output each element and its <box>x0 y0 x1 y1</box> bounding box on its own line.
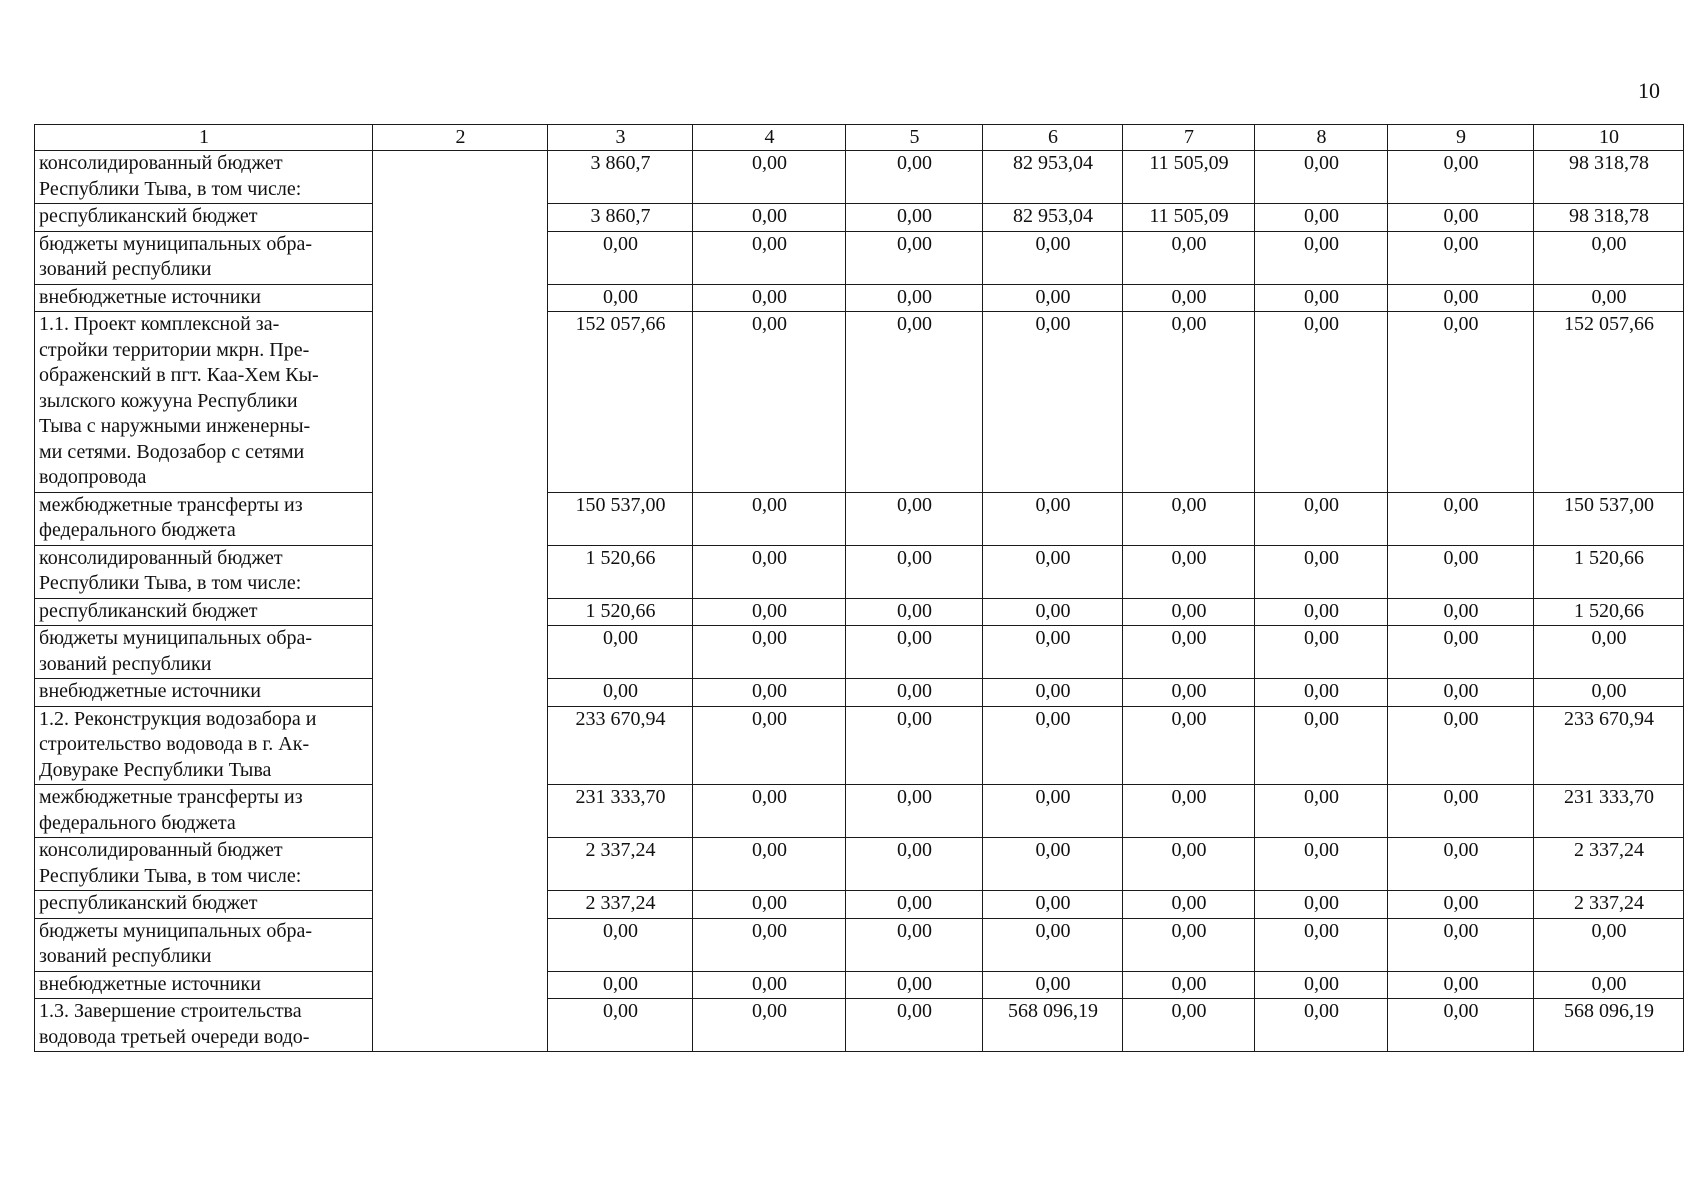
value-cell-col-8: 0,00 <box>1255 918 1388 971</box>
value-cell-col-6: 0,00 <box>983 626 1123 679</box>
row-label: бюджеты муниципальных обра- зований республики <box>35 231 373 284</box>
value-cell-col-4: 0,00 <box>693 231 846 284</box>
value-cell-col-3: 0,00 <box>548 918 693 971</box>
value-cell-col-7: 0,00 <box>1123 838 1255 891</box>
value-cell-col-3: 2 337,24 <box>548 891 693 919</box>
header-cell: 5 <box>846 125 983 151</box>
value-cell-col-8: 0,00 <box>1255 598 1388 626</box>
value-cell-col-4: 0,00 <box>693 999 846 1052</box>
table-row <box>35 999 1684 1052</box>
row-label: внебюджетные источники <box>35 971 373 999</box>
column-2-cell <box>373 545 548 598</box>
table-row <box>35 151 1684 204</box>
value-cell-col-10: 2 337,24 <box>1534 891 1684 919</box>
value-cell-col-5: 0,00 <box>846 891 983 919</box>
value-cell-col-4: 0,00 <box>693 626 846 679</box>
value-cell-col-10: 2 337,24 <box>1534 838 1684 891</box>
value-cell-col-5: 0,00 <box>846 231 983 284</box>
column-2-cell <box>373 204 548 232</box>
table-row <box>35 204 1684 232</box>
table-row <box>35 679 1684 707</box>
value-cell-col-9: 0,00 <box>1388 999 1534 1052</box>
value-cell-col-4: 0,00 <box>693 492 846 545</box>
column-2-cell <box>373 151 548 204</box>
row-label: консолидированный бюджет Республики Тыва, в том числе: <box>35 151 373 204</box>
header-cell: 1 <box>35 125 373 151</box>
value-cell-col-3: 0,00 <box>548 231 693 284</box>
value-cell-col-6: 82 953,04 <box>983 151 1123 204</box>
value-cell-col-8: 0,00 <box>1255 626 1388 679</box>
value-cell-col-6: 0,00 <box>983 918 1123 971</box>
value-cell-col-6: 82 953,04 <box>983 204 1123 232</box>
value-cell-col-5: 0,00 <box>846 971 983 999</box>
value-cell-col-8: 0,00 <box>1255 284 1388 312</box>
value-cell-col-7: 0,00 <box>1123 231 1255 284</box>
value-cell-col-6: 0,00 <box>983 312 1123 493</box>
value-cell-col-8: 0,00 <box>1255 492 1388 545</box>
row-label: 1.2. Реконструкция водозабора и строительство водовода в г. Ак- Довураке Республики Тыва <box>35 706 373 785</box>
column-2-cell <box>373 971 548 999</box>
value-cell-col-9: 0,00 <box>1388 151 1534 204</box>
value-cell-col-7: 0,00 <box>1123 971 1255 999</box>
column-2-cell <box>373 918 548 971</box>
column-2-cell <box>373 626 548 679</box>
table-row <box>35 312 1684 493</box>
header-cell: 9 <box>1388 125 1534 151</box>
header-cell: 4 <box>693 125 846 151</box>
row-label: республиканский бюджет <box>35 598 373 626</box>
value-cell-col-3: 2 337,24 <box>548 838 693 891</box>
row-label: межбюджетные трансферты из федерального бюджета <box>35 785 373 838</box>
value-cell-col-6: 0,00 <box>983 971 1123 999</box>
value-cell-col-3: 3 860,7 <box>548 151 693 204</box>
value-cell-col-5: 0,00 <box>846 626 983 679</box>
value-cell-col-4: 0,00 <box>693 598 846 626</box>
row-label: 1.3. Завершение строительства водовода третьей очереди водо- <box>35 999 373 1052</box>
value-cell-col-3: 0,00 <box>548 971 693 999</box>
value-cell-col-10: 0,00 <box>1534 971 1684 999</box>
column-2-cell <box>373 492 548 545</box>
value-cell-col-8: 0,00 <box>1255 838 1388 891</box>
value-cell-col-3: 0,00 <box>548 626 693 679</box>
table-row <box>35 598 1684 626</box>
table-row <box>35 284 1684 312</box>
value-cell-col-7: 0,00 <box>1123 492 1255 545</box>
column-2-cell <box>373 891 548 919</box>
value-cell-col-5: 0,00 <box>846 918 983 971</box>
value-cell-col-9: 0,00 <box>1388 706 1534 785</box>
header-cell: 3 <box>548 125 693 151</box>
value-cell-col-7: 11 505,09 <box>1123 151 1255 204</box>
value-cell-col-3: 0,00 <box>548 284 693 312</box>
value-cell-col-4: 0,00 <box>693 545 846 598</box>
value-cell-col-4: 0,00 <box>693 204 846 232</box>
value-cell-col-9: 0,00 <box>1388 971 1534 999</box>
value-cell-col-4: 0,00 <box>693 151 846 204</box>
value-cell-col-10: 233 670,94 <box>1534 706 1684 785</box>
value-cell-col-7: 0,00 <box>1123 706 1255 785</box>
value-cell-col-10: 0,00 <box>1534 626 1684 679</box>
value-cell-col-5: 0,00 <box>846 838 983 891</box>
header-cell: 2 <box>373 125 548 151</box>
table-row <box>35 971 1684 999</box>
header-cell: 6 <box>983 125 1123 151</box>
column-2-cell <box>373 284 548 312</box>
value-cell-col-4: 0,00 <box>693 679 846 707</box>
column-2-cell <box>373 838 548 891</box>
value-cell-col-3: 150 537,00 <box>548 492 693 545</box>
value-cell-col-10: 0,00 <box>1534 679 1684 707</box>
value-cell-col-8: 0,00 <box>1255 545 1388 598</box>
value-cell-col-7: 0,00 <box>1123 545 1255 598</box>
value-cell-col-6: 0,00 <box>983 492 1123 545</box>
value-cell-col-6: 568 096,19 <box>983 999 1123 1052</box>
budget-table <box>34 124 1684 1052</box>
row-label: консолидированный бюджет Республики Тыва, в том числе: <box>35 838 373 891</box>
table-row <box>35 492 1684 545</box>
column-2-cell <box>373 598 548 626</box>
value-cell-col-6: 0,00 <box>983 679 1123 707</box>
value-cell-col-4: 0,00 <box>693 785 846 838</box>
row-label: консолидированный бюджет Республики Тыва, в том числе: <box>35 545 373 598</box>
value-cell-col-4: 0,00 <box>693 918 846 971</box>
value-cell-col-4: 0,00 <box>693 891 846 919</box>
column-2-cell <box>373 785 548 838</box>
value-cell-col-5: 0,00 <box>846 312 983 493</box>
row-label: республиканский бюджет <box>35 891 373 919</box>
row-label: межбюджетные трансферты из федерального бюджета <box>35 492 373 545</box>
value-cell-col-6: 0,00 <box>983 838 1123 891</box>
value-cell-col-10: 152 057,66 <box>1534 312 1684 493</box>
value-cell-col-3: 231 333,70 <box>548 785 693 838</box>
column-2-cell <box>373 231 548 284</box>
value-cell-col-10: 1 520,66 <box>1534 545 1684 598</box>
value-cell-col-7: 0,00 <box>1123 918 1255 971</box>
value-cell-col-5: 0,00 <box>846 284 983 312</box>
value-cell-col-9: 0,00 <box>1388 679 1534 707</box>
table-row <box>35 891 1684 919</box>
value-cell-col-8: 0,00 <box>1255 312 1388 493</box>
value-cell-col-10: 568 096,19 <box>1534 999 1684 1052</box>
value-cell-col-10: 150 537,00 <box>1534 492 1684 545</box>
value-cell-col-9: 0,00 <box>1388 785 1534 838</box>
header-cell: 10 <box>1534 125 1684 151</box>
value-cell-col-7: 0,00 <box>1123 891 1255 919</box>
value-cell-col-9: 0,00 <box>1388 284 1534 312</box>
value-cell-col-5: 0,00 <box>846 204 983 232</box>
value-cell-col-4: 0,00 <box>693 971 846 999</box>
header-cell: 7 <box>1123 125 1255 151</box>
value-cell-col-8: 0,00 <box>1255 785 1388 838</box>
table-row <box>35 626 1684 679</box>
value-cell-col-3: 152 057,66 <box>548 312 693 493</box>
table-row <box>35 231 1684 284</box>
value-cell-col-3: 0,00 <box>548 999 693 1052</box>
value-cell-col-10: 0,00 <box>1534 231 1684 284</box>
value-cell-col-7: 0,00 <box>1123 785 1255 838</box>
value-cell-col-10: 1 520,66 <box>1534 598 1684 626</box>
value-cell-col-5: 0,00 <box>846 785 983 838</box>
column-2-cell <box>373 312 548 493</box>
value-cell-col-3: 1 520,66 <box>548 598 693 626</box>
value-cell-col-9: 0,00 <box>1388 492 1534 545</box>
column-2-cell <box>373 679 548 707</box>
value-cell-col-3: 1 520,66 <box>548 545 693 598</box>
page-number: 10 <box>1638 78 1660 103</box>
value-cell-col-7: 0,00 <box>1123 312 1255 493</box>
value-cell-col-5: 0,00 <box>846 151 983 204</box>
value-cell-col-10: 231 333,70 <box>1534 785 1684 838</box>
value-cell-col-6: 0,00 <box>983 706 1123 785</box>
value-cell-col-6: 0,00 <box>983 284 1123 312</box>
value-cell-col-10: 98 318,78 <box>1534 204 1684 232</box>
value-cell-col-6: 0,00 <box>983 598 1123 626</box>
table-row <box>35 706 1684 785</box>
table-row <box>35 918 1684 971</box>
row-label: внебюджетные источники <box>35 679 373 707</box>
value-cell-col-7: 11 505,09 <box>1123 204 1255 232</box>
row-label: республиканский бюджет <box>35 204 373 232</box>
value-cell-col-4: 0,00 <box>693 312 846 493</box>
column-2-cell <box>373 999 548 1052</box>
value-cell-col-9: 0,00 <box>1388 545 1534 598</box>
value-cell-col-7: 0,00 <box>1123 999 1255 1052</box>
table-row <box>35 545 1684 598</box>
value-cell-col-4: 0,00 <box>693 706 846 785</box>
table-row <box>35 785 1684 838</box>
value-cell-col-8: 0,00 <box>1255 151 1388 204</box>
value-cell-col-7: 0,00 <box>1123 284 1255 312</box>
value-cell-col-4: 0,00 <box>693 838 846 891</box>
value-cell-col-5: 0,00 <box>846 679 983 707</box>
value-cell-col-8: 0,00 <box>1255 999 1388 1052</box>
value-cell-col-6: 0,00 <box>983 231 1123 284</box>
value-cell-col-8: 0,00 <box>1255 706 1388 785</box>
value-cell-col-8: 0,00 <box>1255 231 1388 284</box>
value-cell-col-3: 233 670,94 <box>548 706 693 785</box>
value-cell-col-9: 0,00 <box>1388 918 1534 971</box>
value-cell-col-7: 0,00 <box>1123 679 1255 707</box>
value-cell-col-7: 0,00 <box>1123 626 1255 679</box>
value-cell-col-5: 0,00 <box>846 706 983 785</box>
value-cell-col-7: 0,00 <box>1123 598 1255 626</box>
value-cell-col-9: 0,00 <box>1388 838 1534 891</box>
value-cell-col-10: 0,00 <box>1534 284 1684 312</box>
value-cell-col-5: 0,00 <box>846 545 983 598</box>
value-cell-col-8: 0,00 <box>1255 891 1388 919</box>
header-cell: 8 <box>1255 125 1388 151</box>
row-label: 1.1. Проект комплексной за- стройки территории мкрн. Пре- ображенский в пгт. Каа-Хем Кы- зылского кожууна Республики Тыва с наружными инженерны- ми сетями. Водозабор с сетями водопровода <box>35 312 373 493</box>
value-cell-col-4: 0,00 <box>693 284 846 312</box>
value-cell-col-8: 0,00 <box>1255 679 1388 707</box>
value-cell-col-10: 0,00 <box>1534 918 1684 971</box>
value-cell-col-5: 0,00 <box>846 999 983 1052</box>
value-cell-col-5: 0,00 <box>846 492 983 545</box>
table-row <box>35 838 1684 891</box>
value-cell-col-6: 0,00 <box>983 545 1123 598</box>
value-cell-col-5: 0,00 <box>846 598 983 626</box>
value-cell-col-9: 0,00 <box>1388 891 1534 919</box>
row-label: бюджеты муниципальных обра- зований республики <box>35 918 373 971</box>
value-cell-col-9: 0,00 <box>1388 312 1534 493</box>
header-row <box>35 125 1684 151</box>
value-cell-col-6: 0,00 <box>983 785 1123 838</box>
column-2-cell <box>373 706 548 785</box>
value-cell-col-3: 0,00 <box>548 679 693 707</box>
value-cell-col-9: 0,00 <box>1388 598 1534 626</box>
value-cell-col-8: 0,00 <box>1255 204 1388 232</box>
value-cell-col-9: 0,00 <box>1388 626 1534 679</box>
value-cell-col-10: 98 318,78 <box>1534 151 1684 204</box>
value-cell-col-9: 0,00 <box>1388 231 1534 284</box>
row-label: внебюджетные источники <box>35 284 373 312</box>
row-label: бюджеты муниципальных обра- зований республики <box>35 626 373 679</box>
value-cell-col-8: 0,00 <box>1255 971 1388 999</box>
value-cell-col-6: 0,00 <box>983 891 1123 919</box>
table-body <box>35 151 1684 1052</box>
value-cell-col-9: 0,00 <box>1388 204 1534 232</box>
value-cell-col-3: 3 860,7 <box>548 204 693 232</box>
